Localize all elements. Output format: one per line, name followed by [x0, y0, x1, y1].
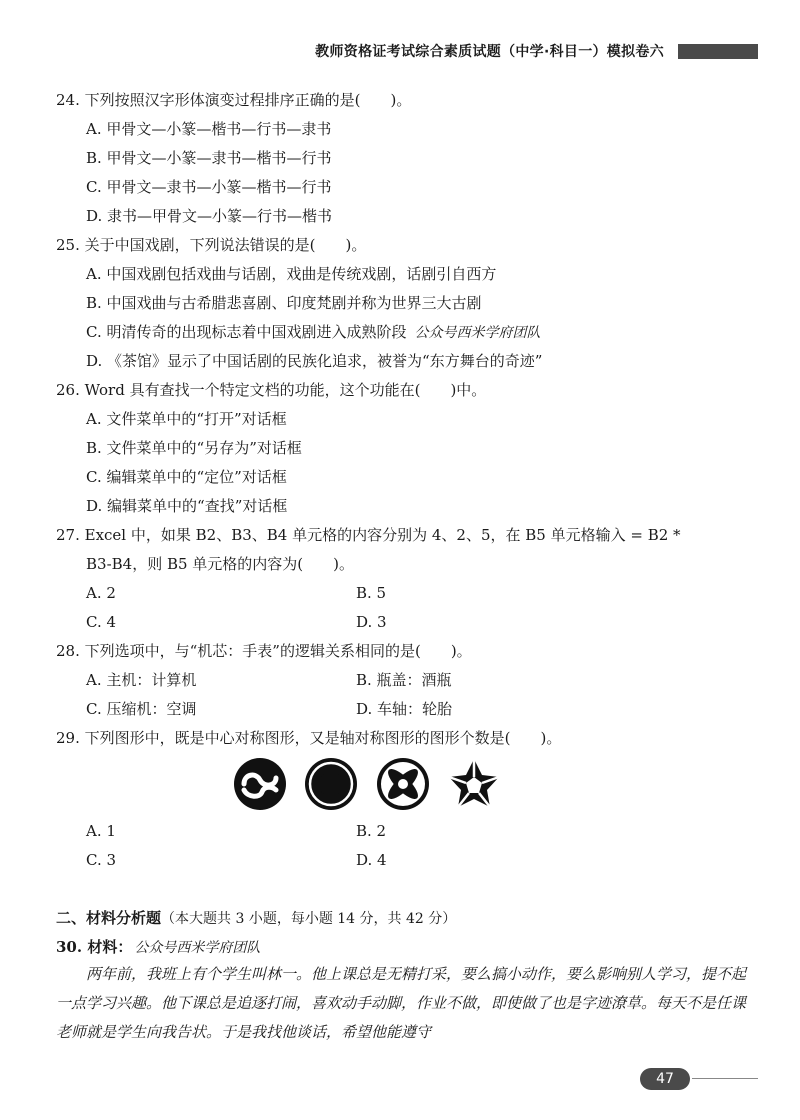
question-28-stem: 28. 下列选项中，与“机芯：手表”的逻辑关系相同的是( )。	[56, 642, 472, 660]
question-24-option-a: A. 甲骨文—小篆—楷书—行书—隶书	[86, 120, 332, 138]
question-25-option-c-text: C. 明清传奇的出现标志着中国戏剧进入成熟阶段	[86, 323, 407, 341]
figure-2-icon	[303, 756, 359, 812]
question-26-option-c: C. 编辑菜单中的“定位”对话框	[86, 468, 287, 486]
question-25-stem: 25. 关于中国戏剧，下列说法错误的是( )。	[56, 236, 367, 254]
question-26-option-a: A. 文件菜单中的“打开”对话框	[86, 410, 287, 428]
header-title: 教师资格证考试综合素质试题（中学·科目一）模拟卷六	[315, 44, 664, 60]
question-24-option-c: C. 甲骨文—隶书—小篆—楷书—行书	[86, 178, 332, 196]
question-29-figures	[232, 756, 502, 812]
watermark-text: 公众号西米学府团队	[414, 325, 541, 341]
section-note: （本大题共 3 小题，每小题 14 分，共 42 分）	[161, 911, 457, 927]
question-27-stem: 27. Excel 中，如果 B2、B3、B4 单元格的内容分别为 4、2、5，在 B5 单元格输入 = B2 *	[56, 526, 681, 544]
question-24-option-d: D. 隶书—甲骨文—小篆—行书—楷书	[86, 207, 333, 225]
question-26-option-d: D. 编辑菜单中的“查找”对话框	[86, 497, 288, 515]
question-27-option-a: A. 2	[86, 584, 116, 602]
question-30-watermark: 公众号西米学府团队	[134, 940, 261, 956]
page-number: 47	[640, 1068, 690, 1090]
question-29-stem: 29. 下列图形中，既是中心对称图形，又是轴对称图形的图形个数是( )。	[56, 729, 562, 747]
question-25-option-b: B. 中国戏曲与古希腊悲喜剧、印度梵剧并称为世界三大古剧	[86, 294, 482, 312]
question-30-paragraph: 两年前，我班上有个学生叫林一。他上课总是无精打采，要么搞小动作，要么影响别人学习，提不起一点学习兴趣。他下课总是追逐打闹，喜欢动手动脚，作业不做，即使做了也是字迹潦草。每天不是任课老师就是学生向我告状。于是我找他谈话，希望他能遵守	[56, 965, 747, 1041]
question-28-option-a: A. 主机：计算机	[86, 671, 197, 689]
question-29-option-a: A. 1	[86, 822, 116, 840]
section-title: 二、材料分析题	[56, 909, 162, 927]
question-24-option-b: B. 甲骨文—小篆—隶书—楷书—行书	[86, 149, 332, 167]
question-27-stem-cont: B3-B4，则 B5 单元格的内容为( )。	[86, 555, 355, 573]
question-28-option-d: D. 车轴：轮胎	[356, 700, 453, 718]
question-26-option-b: B. 文件菜单中的“另存为”对话框	[86, 439, 302, 457]
question-28-option-b: B. 瓶盖：酒瓶	[356, 671, 452, 689]
question-29-option-b: B. 2	[356, 822, 387, 840]
question-25-option-a: A. 中国戏剧包括戏曲与话剧，戏曲是传统戏剧，话剧引自西方	[86, 265, 497, 283]
figure-1-icon	[232, 756, 288, 812]
section-heading	[56, 908, 456, 929]
question-29-option-d: D. 4	[356, 851, 387, 869]
footer-rule	[692, 1078, 758, 1079]
question-26-stem: 26. Word 具有查找一个特定文档的功能，这个功能在( )中。	[56, 381, 487, 399]
question-30-label	[56, 937, 260, 958]
header-bar	[678, 44, 758, 59]
question-24-stem: 24. 下列按照汉字形体演变过程排序正确的是( )。	[56, 91, 412, 109]
question-28-option-c: C. 压缩机：空调	[86, 700, 197, 718]
question-29-option-c: C. 3	[86, 851, 117, 869]
question-27-option-c: C. 4	[86, 613, 117, 631]
question-30-label-text: 30. 材料：	[56, 938, 133, 956]
figure-3-icon	[375, 756, 431, 812]
running-header	[0, 40, 800, 64]
figure-4-icon	[446, 756, 502, 812]
question-27-option-b: B. 5	[356, 584, 387, 602]
question-25-option-c	[86, 322, 540, 343]
question-27-option-d: D. 3	[356, 613, 387, 631]
question-25-option-d: D. 《茶馆》显示了中国话剧的民族化追求，被誉为“东方舞台的奇迹”	[86, 352, 543, 370]
page-footer	[640, 1068, 760, 1092]
